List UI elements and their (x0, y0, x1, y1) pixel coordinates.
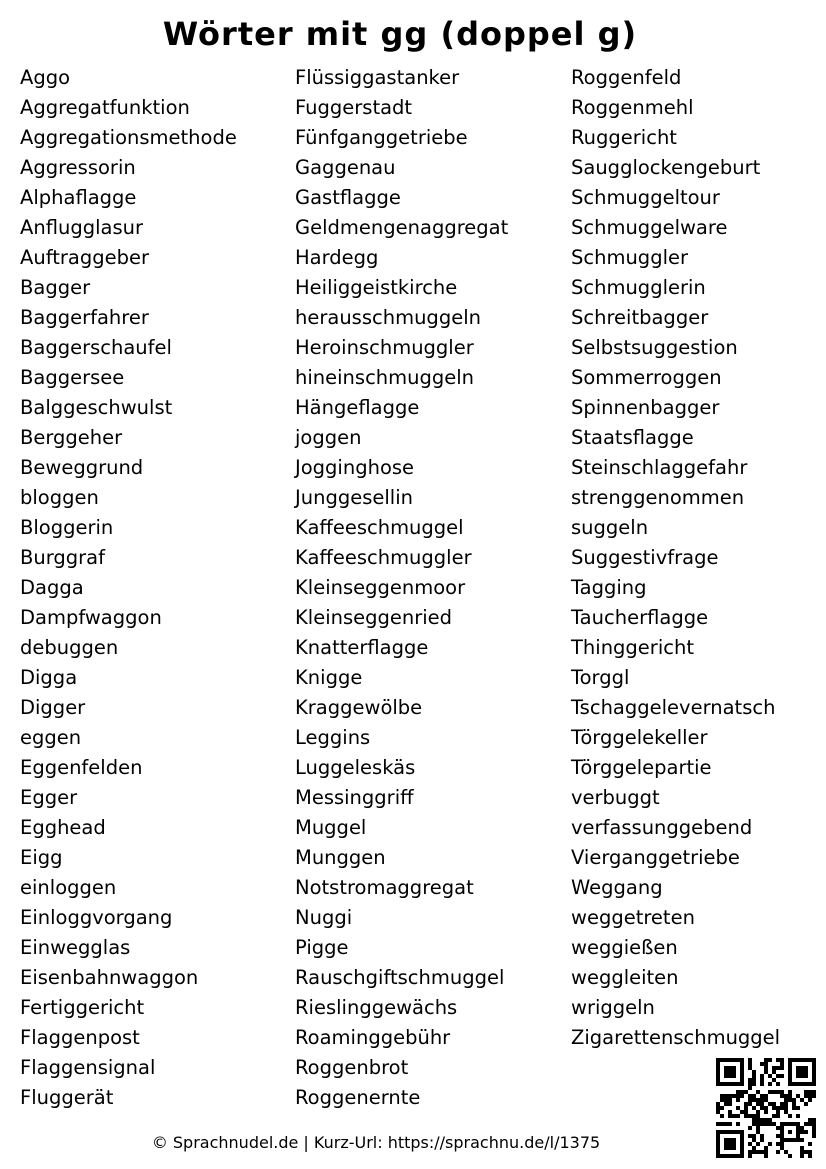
word-item: Digga (20, 666, 78, 689)
word-item: Fertiggericht (20, 996, 145, 1019)
word-item: Nuggi (295, 906, 353, 929)
word-item: Schmuggler (571, 246, 688, 269)
word-item: Kaffeeschmuggel (295, 516, 464, 539)
word-item: wriggeln (571, 996, 655, 1019)
word-item: Muggel (295, 816, 367, 839)
word-item: Schmugglerin (571, 276, 706, 299)
word-item: eggen (20, 726, 82, 749)
word-item: Dagga (20, 576, 84, 599)
word-item: Selbstsuggestion (571, 336, 738, 359)
word-item: Aggregationsmethode (20, 126, 237, 149)
word-item: Bagger (20, 276, 91, 299)
word-item: Auftraggeber (20, 246, 149, 269)
word-item: Fünfganggetriebe (295, 126, 468, 149)
word-item: Hardegg (295, 246, 379, 269)
word-item: Flüssiggastanker (295, 66, 460, 89)
word-item: Einwegglas (20, 936, 131, 959)
word-item: Digger (20, 696, 86, 719)
word-item: Schreitbagger (571, 306, 709, 329)
word-item: Baggersee (20, 366, 125, 389)
word-item: Thinggericht (571, 636, 694, 659)
word-item: debuggen (20, 636, 119, 659)
word-item: Knatterflagge (295, 636, 429, 659)
word-item: Messinggriff (295, 786, 414, 809)
word-item: Anflugglasur (20, 216, 143, 239)
word-item: Hängeflagge (295, 396, 420, 419)
word-item: Leggins (295, 726, 371, 749)
word-column-3 (571, 63, 780, 1053)
word-item: weggießen (571, 936, 678, 959)
word-item: Berggeher (20, 426, 123, 449)
word-item: Beweggrund (20, 456, 144, 479)
word-item: verbuggt (571, 786, 660, 809)
word-item: Steinschlaggefahr (571, 456, 748, 479)
word-item: Zigarettenschmuggel (571, 1026, 781, 1049)
word-item: Kleinseggenmoor (295, 576, 466, 599)
word-item: Tschaggelevernatsch (571, 696, 776, 719)
word-item: Törggelepartie (571, 756, 712, 779)
word-item: Sommerroggen (571, 366, 722, 389)
word-item: Geldmengenaggregat (295, 216, 509, 239)
word-item: Gaggenau (295, 156, 396, 179)
word-item: Bloggerin (20, 516, 114, 539)
word-item: weggleiten (571, 966, 679, 989)
word-item: Fluggerät (20, 1086, 114, 1109)
word-item: hineinschmuggeln (295, 366, 475, 389)
word-item: Knigge (295, 666, 363, 689)
word-item: Tagging (571, 576, 647, 599)
word-column-1 (20, 63, 237, 1113)
word-item: verfassunggebend (571, 816, 753, 839)
word-item: Alphaflagge (20, 186, 137, 209)
word-item: Egghead (20, 816, 106, 839)
word-item: Kraggewölbe (295, 696, 423, 719)
word-item: Eggenfelden (20, 756, 143, 779)
word-item: Heiliggeistkirche (295, 276, 458, 299)
word-item: Vierganggetriebe (571, 846, 740, 869)
word-item: weggetreten (571, 906, 695, 929)
word-item: strenggenommen (571, 486, 745, 509)
word-item: Aggregatfunktion (20, 96, 190, 119)
word-item: Egger (20, 786, 78, 809)
word-item: Baggerschaufel (20, 336, 172, 359)
word-item: Pigge (295, 936, 349, 959)
word-item: Munggen (295, 846, 386, 869)
word-item: Kleinseggenried (295, 606, 453, 629)
word-item: Fuggerstadt (295, 96, 413, 119)
word-item: Schmuggeltour (571, 186, 720, 209)
word-item: Balggeschwulst (20, 396, 173, 419)
word-item: Burggraf (20, 546, 105, 569)
word-item: Suggestivfrage (571, 546, 719, 569)
word-item: Rauschgiftschmuggel (295, 966, 505, 989)
word-item: Spinnenbagger (571, 396, 720, 419)
word-item: Törggelekeller (571, 726, 708, 749)
word-item: Saugglockengeburt (571, 156, 761, 179)
word-item: Eigg (20, 846, 63, 869)
word-item: Roggenfeld (571, 66, 682, 89)
page-title: Wörter mit gg (doppel g) (162, 15, 638, 53)
word-item: Flaggenpost (20, 1026, 140, 1049)
word-item: Roggenmehl (571, 96, 694, 119)
word-item: Baggerfahrer (20, 306, 149, 329)
word-item: Roggenbrot (295, 1056, 409, 1079)
word-item: Staatsflagge (571, 426, 694, 449)
word-item: suggeln (571, 516, 649, 539)
word-item: joggen (295, 426, 362, 449)
word-item: herausschmuggeln (295, 306, 481, 329)
word-item: Aggressorin (20, 156, 136, 179)
word-item: Weggang (571, 876, 663, 899)
word-item: Rieslinggewächs (295, 996, 458, 1019)
word-column-2 (295, 63, 508, 1113)
word-item: Ruggericht (571, 126, 677, 149)
word-item: Flaggensignal (20, 1056, 156, 1079)
word-item: Kaffeeschmuggler (295, 546, 472, 569)
word-item: Roaminggebühr (295, 1026, 451, 1049)
word-item: Notstromaggregat (295, 876, 474, 899)
word-item: Luggeleskäs (295, 756, 416, 779)
word-item: Junggesellin (295, 486, 413, 509)
word-item: bloggen (20, 486, 99, 509)
word-item: Schmuggelware (571, 216, 728, 239)
word-item: Taucherflagge (571, 606, 709, 629)
word-item: Dampfwaggon (20, 606, 162, 629)
word-item: Roggenernte (295, 1086, 421, 1109)
word-item: Heroinschmuggler (295, 336, 474, 359)
word-item: Jogginghose (295, 456, 415, 479)
footer-credit: © Sprachnudel.de | Kurz-Url: https://sprachnu.de/l/1375 (151, 1133, 601, 1152)
word-item: Aggo (20, 66, 71, 89)
word-item: Einloggvorgang (20, 906, 173, 929)
word-item: Eisenbahnwaggon (20, 966, 199, 989)
word-item: Gastflagge (295, 186, 401, 209)
word-item: Torggl (571, 666, 630, 689)
word-item: einloggen (20, 876, 117, 899)
